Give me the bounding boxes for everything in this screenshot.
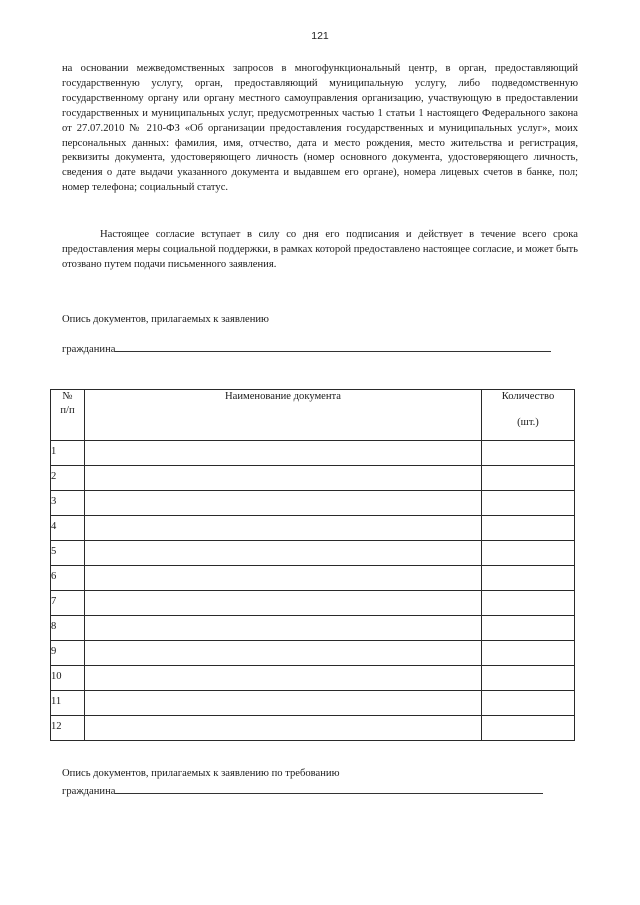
header-quantity <box>482 390 575 441</box>
citizen-label: гражданина <box>62 344 116 355</box>
inventory-caption: Опись документов, прилагаемых к заявлению <box>62 314 269 325</box>
table-row <box>51 716 575 741</box>
citizen-line-2 <box>62 782 543 799</box>
document-name-cell[interactable] <box>85 691 482 716</box>
quantity-cell[interactable] <box>482 616 575 641</box>
table-row <box>51 491 575 516</box>
table-row <box>51 566 575 591</box>
quantity-cell[interactable] <box>482 641 575 666</box>
header-quantity-line2: (шт.) <box>517 417 539 428</box>
table-row <box>51 466 575 491</box>
citizen-label-2: гражданина <box>62 786 116 797</box>
citizen-line <box>62 340 551 357</box>
header-number-line2: п/п <box>60 405 75 416</box>
documents-table <box>50 389 575 741</box>
quantity-cell[interactable] <box>482 441 575 466</box>
row-number: 1 <box>51 441 85 466</box>
table-row <box>51 691 575 716</box>
quantity-cell[interactable] <box>482 491 575 516</box>
quantity-cell[interactable] <box>482 691 575 716</box>
row-number: 10 <box>51 666 85 691</box>
document-name-cell[interactable] <box>85 591 482 616</box>
row-number: 9 <box>51 641 85 666</box>
consent-paragraph: на основании межведомственных запросов в многофункциональный центр, в орган, предоставляющий государственную услугу, орган, предоставляющий муниципальную услугу, либо подведомственную государственному органу или органу местного самоуправления организацию, участвующую в предоставлении государственных и муниципальных услуг, предусмотренных частью 1 статьи 1 настоящего Федерального закона от 27.07.2010 № 210-ФЗ «Об организации предоставления государственных и муниципальных услуг», моих персональных данных: фамилия, имя, отчество, дата и место рождения, место жительства и регистрация, реквизиты документа, удостоверяющего личность (номер основного документа, удостоверяющего личность, сведения о дате выдачи указанного документа и выдавшем его органе), номера лицевых счетов в банке, пол; номер телефона; социальный статус. <box>62 63 578 194</box>
quantity-cell[interactable] <box>482 591 575 616</box>
document-name-cell[interactable] <box>85 641 482 666</box>
quantity-cell[interactable] <box>482 666 575 691</box>
header-document-name: Наименование документа <box>85 390 482 441</box>
document-name-cell[interactable] <box>85 666 482 691</box>
row-number: 3 <box>51 491 85 516</box>
quantity-cell[interactable] <box>482 516 575 541</box>
document-name-cell[interactable] <box>85 541 482 566</box>
inventory-on-demand-caption: Опись документов, прилагаемых к заявлению по требованию <box>62 768 340 779</box>
table-row <box>51 666 575 691</box>
document-name-cell[interactable] <box>85 491 482 516</box>
document-name-cell[interactable] <box>85 616 482 641</box>
row-number: 12 <box>51 716 85 741</box>
document-name-cell[interactable] <box>85 716 482 741</box>
row-number: 6 <box>51 566 85 591</box>
header-number-line1: № <box>62 391 73 402</box>
quantity-cell[interactable] <box>482 566 575 591</box>
row-number: 8 <box>51 616 85 641</box>
quantity-cell[interactable] <box>482 716 575 741</box>
table-header-row <box>51 390 575 441</box>
header-number <box>51 390 85 441</box>
table-row <box>51 541 575 566</box>
citizen-underline-2[interactable] <box>115 782 543 794</box>
row-number: 5 <box>51 541 85 566</box>
table-row <box>51 441 575 466</box>
validity-paragraph <box>62 228 578 273</box>
citizen-underline[interactable] <box>115 340 551 352</box>
row-number: 4 <box>51 516 85 541</box>
document-name-cell[interactable] <box>85 466 482 491</box>
quantity-cell[interactable] <box>482 466 575 491</box>
quantity-cell[interactable] <box>482 541 575 566</box>
document-name-cell[interactable] <box>85 516 482 541</box>
document-name-cell[interactable] <box>85 566 482 591</box>
row-number: 2 <box>51 466 85 491</box>
page-number: 121 <box>311 30 329 42</box>
validity-text: Настоящее согласие вступает в силу со дня его подписания и действует в течение всего срока предоставления меры социальной поддержки, в рамках которой предоставлено настоящее согласие, и может быть отозвано путем подачи письменного заявления. <box>62 229 578 270</box>
table-row <box>51 616 575 641</box>
row-number: 11 <box>51 691 85 716</box>
document-name-cell[interactable] <box>85 441 482 466</box>
table-row <box>51 516 575 541</box>
table-row <box>51 591 575 616</box>
header-quantity-line1: Количество <box>501 391 555 402</box>
table-row <box>51 641 575 666</box>
row-number: 7 <box>51 591 85 616</box>
